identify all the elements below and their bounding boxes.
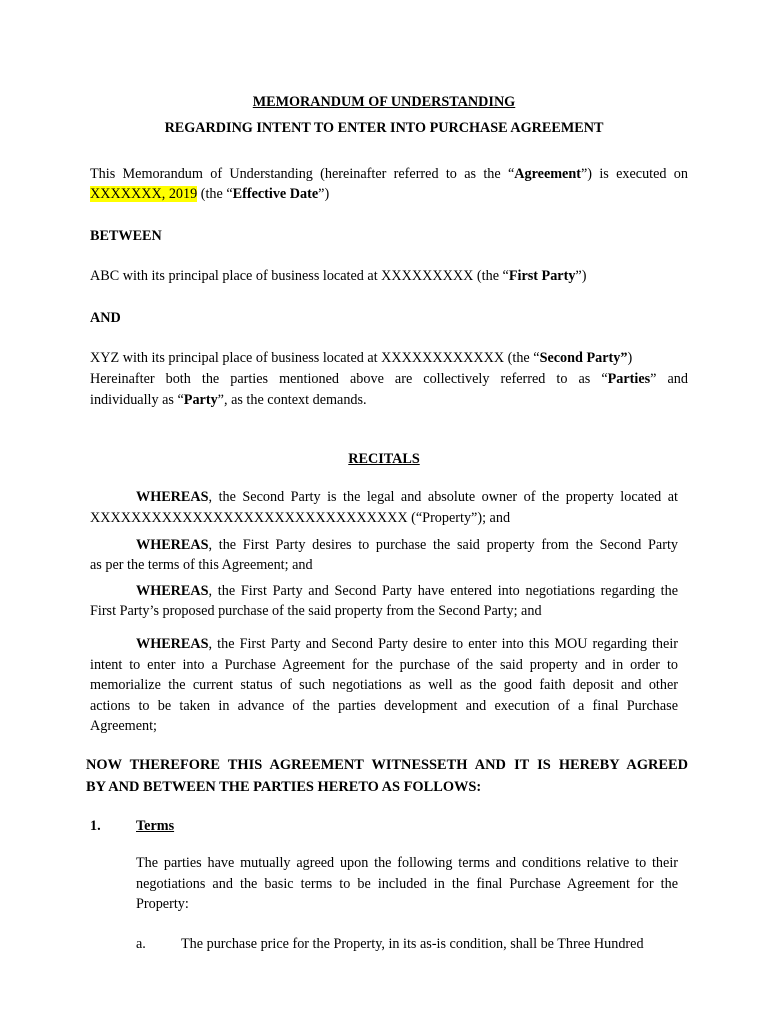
recitals-heading: RECITALS — [348, 451, 420, 467]
list-item-text: The purchase price for the Property, in its as-is condition, shall be Three Hundred — [181, 936, 644, 952]
list-item-label: a. — [136, 936, 146, 952]
and-label: AND — [90, 310, 121, 326]
recital-2-line-1: WHEREAS, the First Party desires to purchase the said property from the Second Party — [136, 537, 678, 553]
intro-line-1: This Memorandum of Understanding (hereinafter referred to as the “Agreement”) is executed on — [90, 166, 688, 182]
recital-1-line-2: XXXXXXXXXXXXXXXXXXXXXXXXXXXXXXX (“Property”); and — [90, 510, 511, 526]
recital-3-line-1: WHEREAS, the First Party and Second Party have entered into negotiations regarding the — [136, 583, 678, 599]
between-label: BETWEEN — [90, 228, 162, 244]
second-party-line-1: XYZ with its principal place of business located at XXXXXXXXXXXX (the “Second Party”) — [90, 350, 633, 366]
section-number: 1. — [90, 818, 101, 834]
document-title: MEMORANDUM OF UNDERSTANDING — [252, 94, 516, 110]
section-paragraph-line-3: Property: — [136, 896, 189, 912]
recital-3-line-2: First Party’s proposed purchase of the said property from the Second Party; and — [90, 603, 542, 619]
effective-date-placeholder: XXXXXXX, 2019 — [90, 186, 198, 202]
section-paragraph-line-2: negotiations and the basic terms to be included in the final Purchase Agreement for the — [136, 876, 678, 892]
second-party-line-3: individually as “Party”, as the context demands. — [90, 392, 367, 408]
recital-4-line-1: WHEREAS, the First Party and Second Party desire to enter into this MOU regarding their — [136, 636, 678, 652]
document-subtitle: REGARDING INTENT TO ENTER INTO PURCHASE AGREEMENT — [164, 120, 604, 136]
first-party-line: ABC with its principal place of business located at XXXXXXXXX (the “First Party”) — [90, 268, 587, 284]
witnesseth-line-2: BY AND BETWEEN THE PARTIES HERETO AS FOLLOWS: — [86, 779, 482, 795]
recital-4-line-3: memorialize the current status of such negotiations as well as the good faith deposit and other — [90, 677, 678, 693]
section-heading: Terms — [136, 818, 175, 834]
recital-4-line-2: intent to enter into a Purchase Agreement for the purchase of the said property and in order to — [90, 657, 678, 673]
recital-4-line-4: actions to be taken in advance of the parties development and execution of a final Purchase — [90, 698, 678, 714]
section-paragraph-line-1: The parties have mutually agreed upon the following terms and conditions relative to their — [136, 855, 678, 871]
second-party-line-2: Hereinafter both the parties mentioned above are collectively referred to as “Parties” and — [90, 371, 688, 387]
intro-line-2: XXXXXXX, 2019 (the “Effective Date”) — [90, 186, 330, 202]
recital-1-line-1: WHEREAS, the Second Party is the legal and absolute owner of the property located at — [136, 489, 678, 505]
witnesseth-line-1: NOW THEREFORE THIS AGREEMENT WITNESSETH AND IT IS HEREBY AGREED — [86, 757, 688, 773]
recital-2-line-2: as per the terms of this Agreement; and — [90, 557, 313, 573]
recital-4-line-5: Agreement; — [90, 718, 157, 734]
